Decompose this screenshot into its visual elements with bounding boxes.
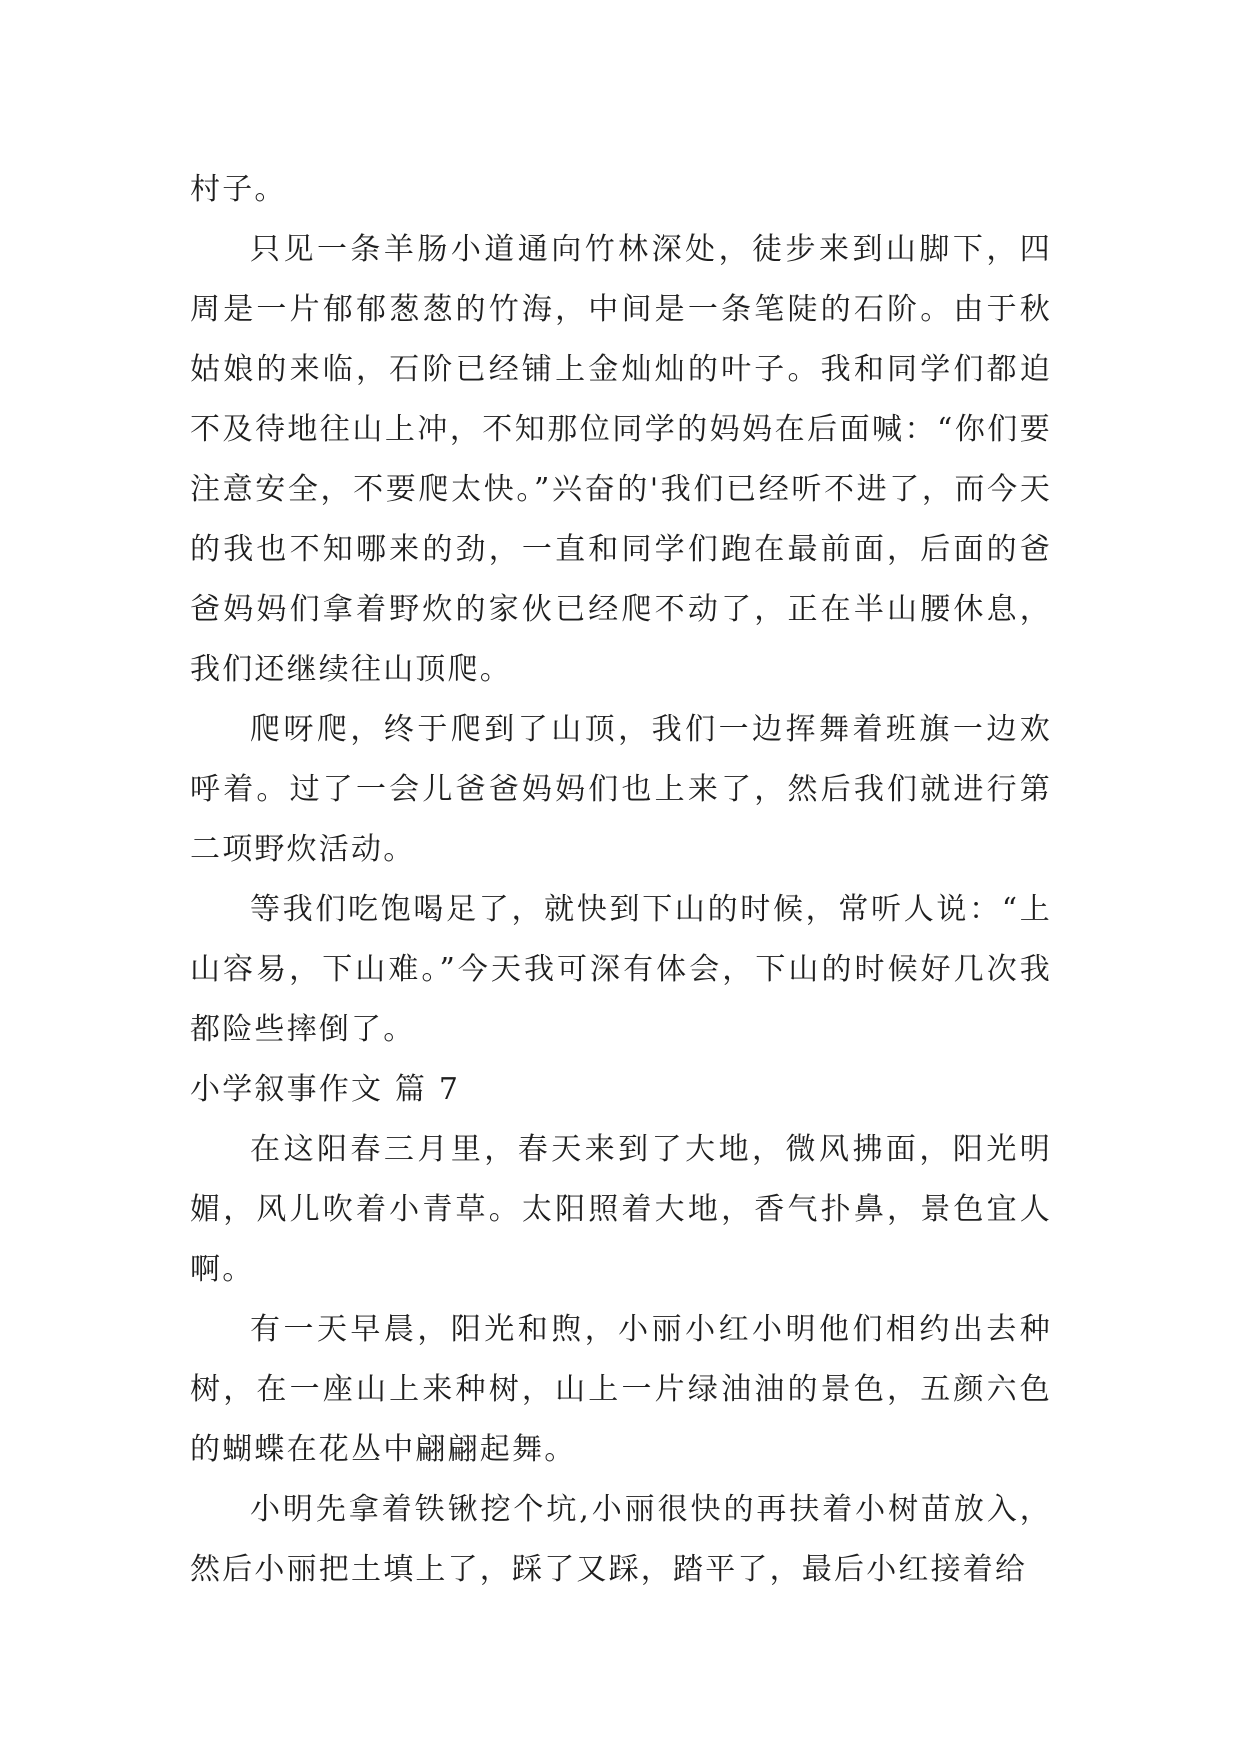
paragraph-bamboo-path: 只见一条羊肠小道通向竹林深处，徒步来到山脚下，四周是一片郁郁葱葱的竹海，中间是一条笔陡的石阶。由于秋姑娘的来临，石阶已经铺上金灿灿的叶子。我和同学们都迫不及待地往山上冲，不知那位同学的妈妈在后面喊：“你们要注意安全，不要爬太快。”兴奋的'我们已经听不进了，而今天的我也不知哪来的劲，一直和同学们跑在最前面，后面的爸爸妈妈们拿着野炊的家伙已经爬不动了，正在半山腰休息，我们还继续往山顶爬。 xyxy=(190,232,1052,687)
section-heading: 小学叙事作文 篇 7 xyxy=(190,1072,461,1107)
paragraph-continuation: 村子。 xyxy=(190,172,287,207)
paragraph-spring: 在这阳春三月里，春天来到了大地，微风拂面，阳光明媚，风儿吹着小青草。太阳照着大地，香气扑鼻，景色宜人啊。 xyxy=(190,1132,1052,1287)
paragraph-going-down: 等我们吃饱喝足了，就快到下山的时候，常听人说：“上山容易，下山难。”今天我可深有体会，下山的时候好几次我都险些摔倒了。 xyxy=(190,892,1052,1047)
paragraph-planting-trip: 有一天早晨，阳光和煦，小丽小红小明他们相约出去种树，在一座山上来种树，山上一片绿油油的景色，五颜六色的蝴蝶在花丛中翩翩起舞。 xyxy=(190,1312,1052,1467)
paragraph-mountain-top: 爬呀爬，终于爬到了山顶，我们一边挥舞着班旗一边欢呼着。过了一会儿爸爸妈妈们也上来了，然后我们就进行第二项野炊活动。 xyxy=(190,712,1052,867)
paragraph-planting-steps: 小明先拿着铁锹挖个坑,小丽很快的再扶着小树苗放入，然后小丽把土填上了，踩了又踩，踏平了，最后小红接着给 xyxy=(190,1492,1052,1587)
document-body xyxy=(190,160,1052,1600)
